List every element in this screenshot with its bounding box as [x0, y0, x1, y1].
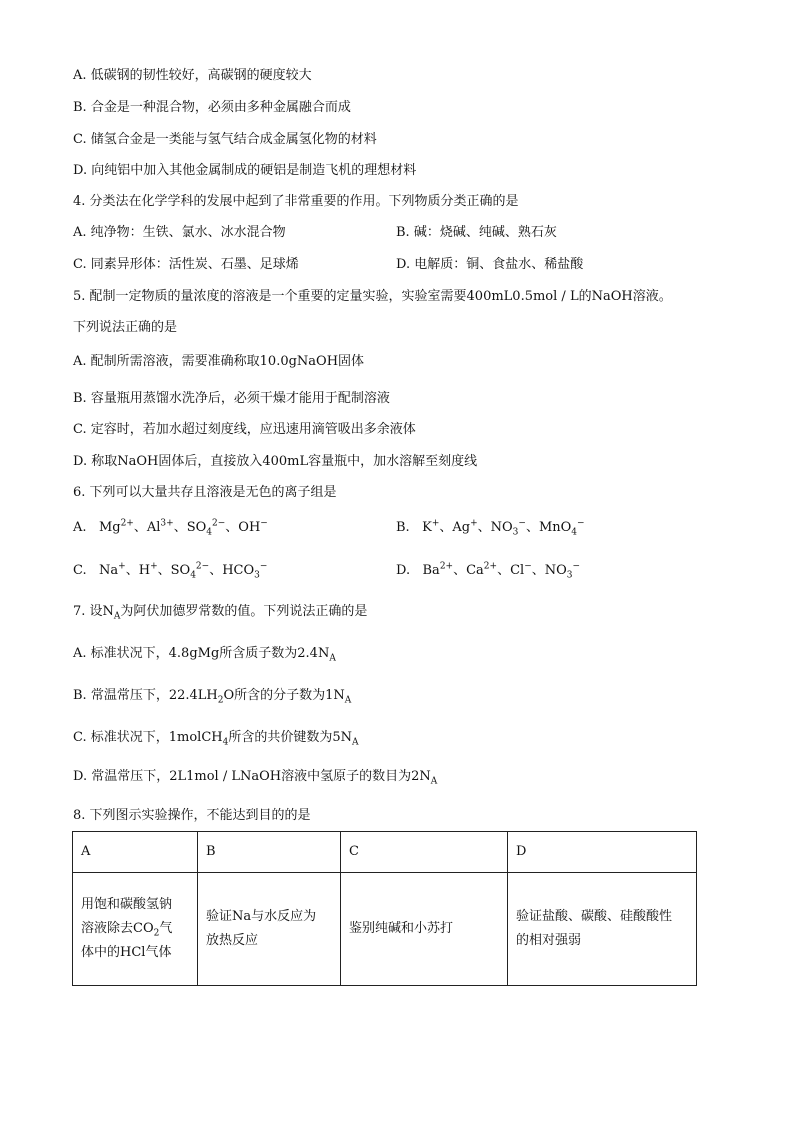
q5-stem-line1: 5. 配制一定物质的量浓度的溶液是一个重要的定量实验，实验室需要400mL0.5mol / L的NaOH溶液。	[73, 289, 672, 304]
cell-b-description: 验证Na与水反应为 放热反应	[198, 873, 341, 986]
q5-stem-line2: 下列说法正确的是	[73, 320, 178, 335]
q6-option-c: C. Na+、H+、$SO_4^{2-}$、$HCO_3^-$	[73, 561, 268, 581]
table-content-row	[73, 873, 697, 986]
q4-stem: 4. 分类法在化学学科的发展中起到了非常重要的作用。下列物质分类正确的是	[73, 194, 519, 209]
cell-a-description: 用饱和碳酸氢钠 溶液除去$CO_2$气 体中的HCl气体	[73, 873, 198, 986]
q5-option-a: A. 配制所需溶液，需要准确称取10.0gNaOH固体	[73, 354, 365, 369]
q6-stem: 6. 下列可以大量共存且溶液是无色的离子组是	[73, 485, 337, 500]
table-header-row	[73, 832, 697, 873]
cell-d-description: 验证盐酸、碳酸、硅酸酸性 的相对强弱	[508, 873, 697, 986]
header-cell-c: C	[341, 832, 508, 873]
q6-option-a: A. $Mg^{2+}$、$Al^{3+}$、$SO_4^{2-}$、OH−	[73, 518, 268, 538]
q6-option-b: B. K+、Ag+、$NO_3^-$、MnO$_4$−	[396, 518, 585, 538]
header-cell-a: A	[73, 832, 198, 873]
q4-option-b: B. 碱：烧碱、纯碱、熟石灰	[396, 225, 557, 240]
cell-c-description: 鉴别纯碱和小苏打	[341, 873, 508, 986]
q5-option-c: C. 定容时，若加水超过刻度线，应迅速用滴管吸出多余液体	[73, 422, 416, 437]
q7-stem: 7. 设$N_A$为阿伏加德罗常数的值。下列说法正确的是	[73, 604, 368, 622]
q7-option-c: C. 标准状况下，1molCH$_4$所含的共价键数为$5N_A$	[73, 730, 359, 748]
q7-option-d: D. 常温常压下，2L1mol / LNaOH溶液中氢原子的数目为$2N_A$	[73, 769, 438, 787]
q8-stem: 8. 下列图示实验操作，不能达到目的的是	[73, 808, 311, 823]
header-cell-b: B	[198, 832, 341, 873]
q4-option-a: A. 纯净物：生铁、氯水、冰水混合物	[73, 225, 286, 240]
q8-experiment-table	[72, 831, 697, 986]
header-cell-d: D	[508, 832, 697, 873]
q4-option-c: C. 同素异形体：活性炭、石墨、足球烯	[73, 257, 299, 272]
q3-option-c: C. 储氢合金是一类能与氢气结合成金属氢化物的材料	[73, 132, 377, 147]
q3-option-d: D. 向纯铝中加入其他金属制成的硬铝是制造飞机的理想材料	[73, 163, 417, 178]
q7-option-b: B. 常温常压下，$22.4LH_2O$所含的分子数为$1N_A$	[73, 688, 352, 706]
q3-option-b: B. 合金是一种混合物，必须由多种金属融合而成	[73, 100, 351, 115]
q6-option-d: D. $Ba^{2+}$、$Ca^{2+}$、Cl−、$NO_3^-$	[396, 561, 581, 581]
q5-option-d: D. 称取NaOH固体后，直接放入400mL容量瓶中，加水溶解至刻度线	[73, 454, 478, 469]
q5-option-b: B. 容量瓶用蒸馏水洗净后，必须干燥才能用于配制溶液	[73, 391, 390, 406]
q3-option-a: A. 低碳钢的韧性较好，高碳钢的硬度较大	[73, 68, 312, 83]
q7-option-a: A. 标准状况下，4.8gMg所含质子数为$2.4N_A$	[73, 646, 336, 664]
q4-option-d: D. 电解质：铜、食盐水、稀盐酸	[396, 257, 584, 272]
